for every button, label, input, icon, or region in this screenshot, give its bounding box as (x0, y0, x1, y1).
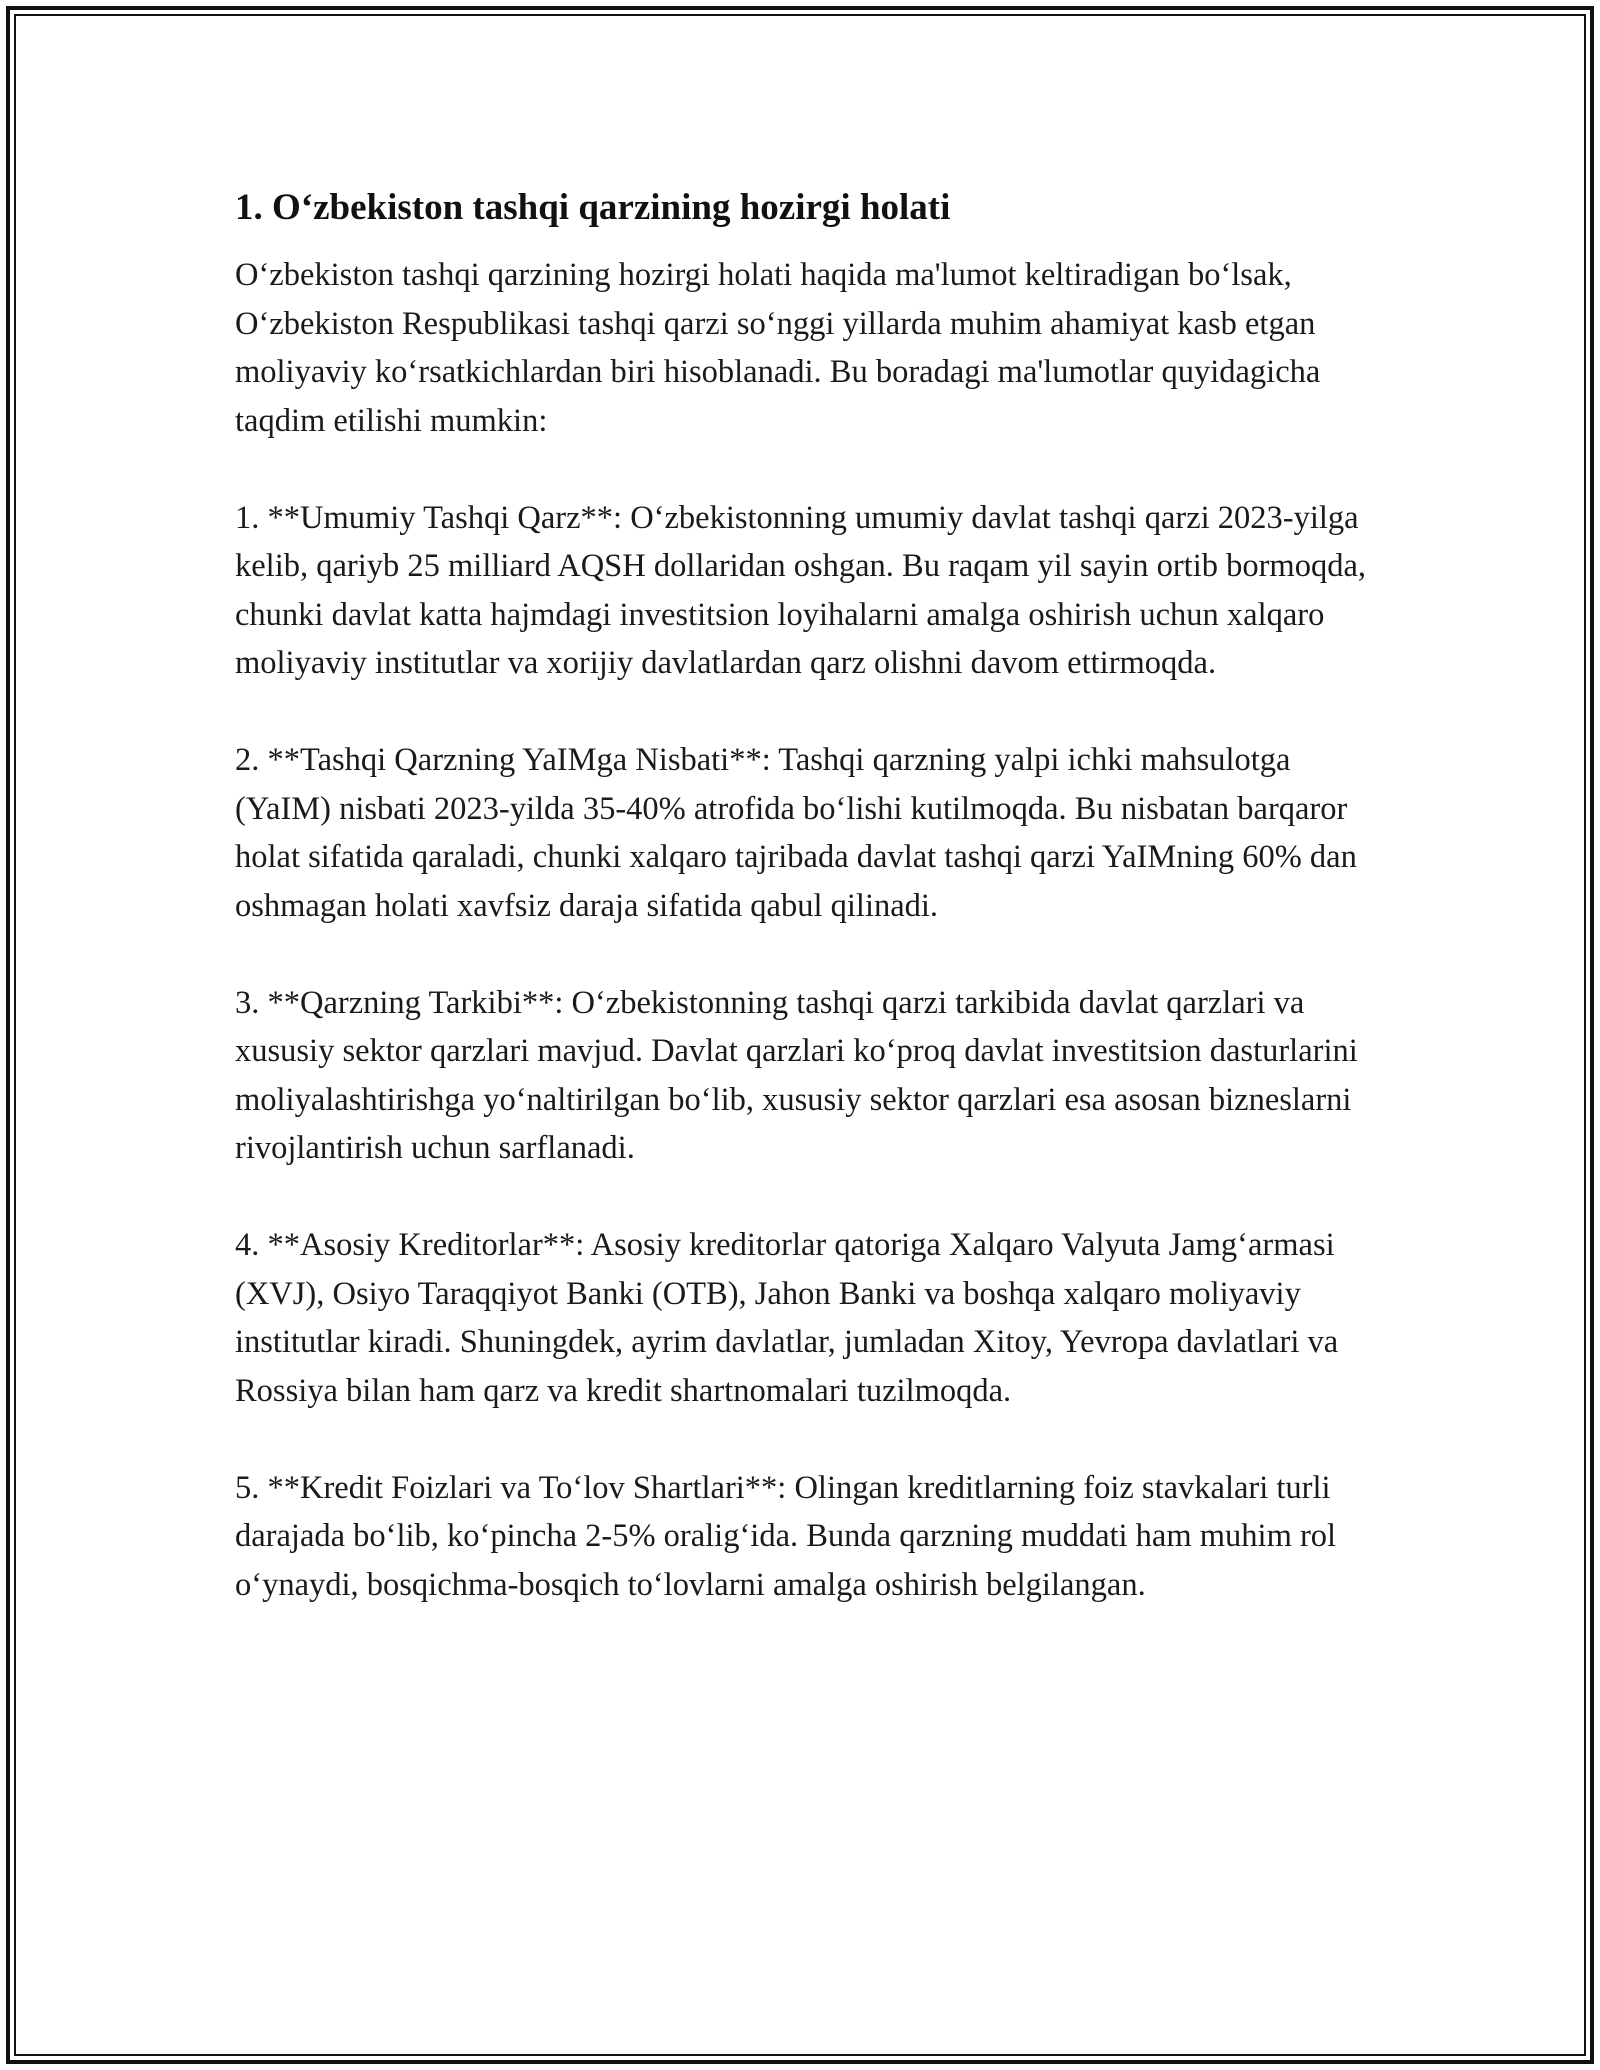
item-paragraph-5: 5. **Kredit Foizlari va To‘lov Shartlari**: Olingan kreditlarning foiz stavkalari turli darajada bo‘lib, ko‘pincha 2-5% oralig‘ida. Bunda qarzning muddati ham muhim rol o‘ynaydi, bosqichma-bosqich to‘lovlarni amalga oshirish belgilangan. (235, 1469, 1337, 1603)
item-paragraph-2: 2. **Tashqi Qarzning YaIMga Nisbati**: Tashqi qarzning yalpi ichki mahsulotga (YaIM) nisbati 2023-yilda 35-40% atrofida bo‘lishi kutilmoqda. Bu nisbatan barqaror holat sifatida qaraladi, chunki xalqaro tajribada davlat tashqi qarzi YaIMning 60% dan oshmagan holati xavfsiz daraja sifatida qabul qilinadi. (235, 742, 1357, 924)
item-paragraph-4: 4. **Asosiy Kreditorlar**: Asosiy kreditorlar qatoriga Xalqaro Valyuta Jamg‘armasi (XVJ), Osiyo Taraqqiyot Banki (OTB), Jahon Banki va boshqa xalqaro moliyaviy institutlar kiradi. Shuningdek, ayrim davlatlar, jumladan Xitoy, Yevropa davlatlari va Rossiya bilan ham qarz va kredit shartnomalari tuzilmoqda. (235, 1227, 1339, 1409)
intro-paragraph: O‘zbekiston tashqi qarzining hozirgi holati haqida ma'lumot keltiradigan bo‘lsak, O‘zbekiston Respublikasi tashqi qarzi so‘nggi yillarda muhim ahamiyat kasb etgan moliyaviy ko‘rsatkichlardan biri hisoblanadi. Bu boradagi ma'lumotlar quyidagicha taqdim etilishi mumkin: (235, 257, 1321, 439)
item-paragraph-3: 3. **Qarzning Tarkibi**: O‘zbekistonning tashqi qarzi tarkibida davlat qarzlari va xususiy sektor qarzlari mavjud. Davlat qarzlari ko‘proq davlat investitsion dasturlarini moliyalashtirishga yo‘naltirilgan bo‘lib, xususiy sektor qarzlari esa asosan bizneslarni rivojlantirish uchun sarflanadi. (235, 984, 1358, 1166)
document-body (235, 185, 1375, 1658)
item-paragraph-1: 1. **Umumiy Tashqi Qarz**: O‘zbekistonning umumiy davlat tashqi qarzi 2023-yilga kelib, qariyb 25 milliard AQSH dollaridan oshgan. Bu raqam yil sayin ortib bormoqda, chunki davlat katta hajmdagi investitsion loyihalarni amalga oshirish uchun xalqaro moliyaviy institutlar va xorijiy davlatlardan qarz olishni davom ettirmoqda. (235, 499, 1367, 681)
section-heading: 1. O‘zbekiston tashqi qarzining hozirgi holati (235, 187, 951, 228)
